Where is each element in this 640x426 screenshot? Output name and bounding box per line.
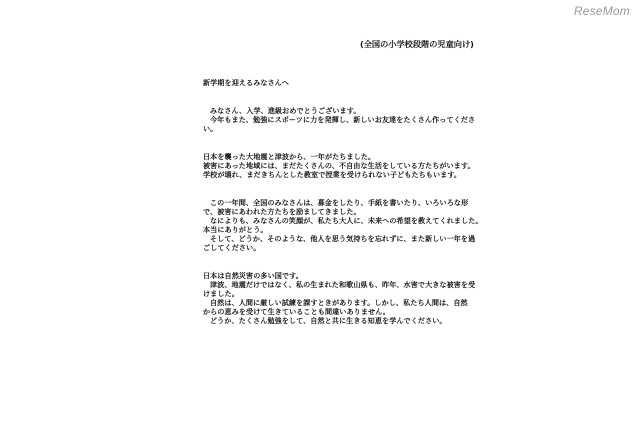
- paragraph-line: けました。: [203, 289, 239, 298]
- spacer: [203, 133, 453, 152]
- paragraph-line: 今年もまた、勉強にスポーツに力を発揮し、新しいお友達をたくさん作ってくださ: [210, 115, 476, 124]
- paragraph-line: どうか、たくさん勉強をして、自然と共に生きる知恵を学んでください。: [210, 316, 447, 325]
- paragraph-line: なによりも、みなさんの笑顔が、私たち大人に、未来への希望を教えてくれました。: [210, 216, 483, 225]
- paragraph-line: みなさん、入学、進級おめでとうございます。: [210, 106, 361, 115]
- spacer: [203, 87, 453, 106]
- paragraph-3: [203, 198, 483, 252]
- paragraph-line: そして、どうか、そのような、他人を思う気持ちを忘れずに、また新しい一年を過: [210, 234, 476, 243]
- letter-heading: 新学期を迎えるみなさんへ: [203, 78, 289, 87]
- paragraph-line: 自然は、人間に厳しい試練を課すときがあります。しかし、私たち人間は、自然: [210, 298, 468, 307]
- letter-body: [203, 78, 483, 325]
- paragraph-line: この一年間、全国のみなさんは、募金をしたり、手紙を書いたり、いろいろな形: [210, 198, 469, 207]
- paragraph-line: 津波、地震だけではなく、私の生まれた和歌山県も、昨年、水害で大きな被害を受: [210, 280, 476, 289]
- paragraph-line: 日本は自然災害の多い国です。: [203, 271, 303, 280]
- paragraph-4: [203, 271, 476, 325]
- paragraph-line: で、被害にあわれた方たちを励ましてきました。: [203, 207, 361, 216]
- paragraph-line: からの恵みを受けて生きていることも間違いありません。: [203, 307, 390, 316]
- paragraph-1: [203, 106, 476, 133]
- paragraph-line: 学校が壊れ、まだきちんとした教室で授業を受けられない子どもたちもいます。: [203, 170, 462, 179]
- paragraph-line: 被害にあった地域には、まだたくさんの、不自由な生活をしている方たちがいます。: [203, 161, 475, 170]
- paragraph-line: い。: [203, 124, 218, 133]
- paragraph-line: 本当にありがとう。: [203, 225, 268, 234]
- paragraph-2: [203, 152, 475, 179]
- paragraph-line: 日本を襲った大地震と津波から、一年がたちました。: [203, 152, 376, 161]
- spacer: [203, 179, 453, 198]
- paragraph-line: ごしてください。: [203, 243, 261, 252]
- audience-note: (全国の小学校段階の児童向け): [360, 39, 474, 49]
- resemom-watermark: ReseMom: [573, 4, 630, 18]
- spacer: [203, 252, 453, 271]
